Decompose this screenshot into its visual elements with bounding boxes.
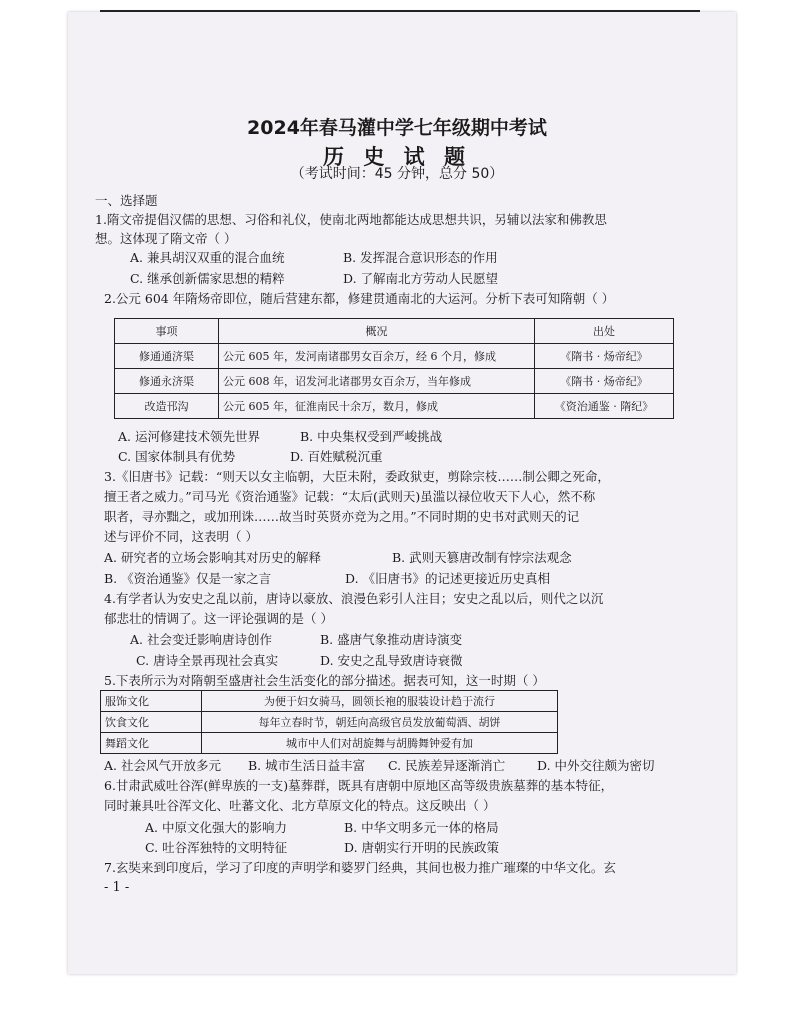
page-number: - 1 -	[104, 880, 130, 895]
table-cell: 《隋书 · 炀帝纪》	[535, 369, 674, 394]
table-cell: 服饰文化	[101, 691, 202, 712]
table-header-cell: 出处	[535, 319, 674, 344]
q6-option-a: A. 中原文化强大的影响力	[145, 820, 287, 835]
q1-option-b: B. 发挥混合意识形态的作用	[343, 250, 498, 265]
table-cell: 饮食文化	[101, 712, 202, 733]
q1-option-d: D. 了解南北方劳动人民愿望	[343, 271, 499, 286]
q1-option-a: A. 兼具胡汉双重的混合血统	[130, 250, 285, 265]
q6-option-d: D. 唐朝实行开明的民族政策	[344, 840, 500, 855]
q4-option-b: B. 盛唐气象推动唐诗演变	[320, 632, 463, 647]
table-row	[115, 344, 674, 369]
q3-line4: 述与评价不同，这表明（ ）	[104, 529, 258, 544]
q6-option-c: C. 吐谷浑独特的文明特征	[145, 840, 288, 855]
q2-option-d: D. 百姓赋税沉重	[290, 449, 383, 464]
table-row	[101, 733, 558, 754]
exam-title: 2024年春马灌中学七年级期中考试	[247, 117, 547, 139]
q3-option-c: B. 《资治通鉴》仅是一家之言	[104, 571, 272, 586]
q5-option-a: A. 社会风气开放多元	[104, 758, 221, 773]
table-cell: 公元 608 年，诏发河北诸郡男女百余万，当年修成	[219, 369, 535, 394]
q4-line2: 郁悲壮的情调了。这一评论强调的是（ ）	[104, 611, 333, 626]
q6-option-b: B. 中华文明多元一体的格局	[344, 820, 499, 835]
q2-stem: 2.公元 604 年隋炀帝即位，随后营建东都，修建贯通南北的大运河。分析下表可知隋朝（ ）	[104, 291, 615, 306]
top-border-line	[100, 10, 700, 12]
q2-table	[114, 318, 674, 419]
q3-line2: 擅王者之威力。”司马光《资治通鉴》记载：“太后(武则天)虽滥以禄位收天下人心，然不称	[104, 489, 596, 504]
table-header-cell: 事项	[115, 319, 219, 344]
q4-option-a: A. 社会变迁影响唐诗创作	[130, 632, 272, 647]
table-row	[101, 712, 558, 733]
table-cell: 修通通济渠	[115, 344, 219, 369]
q3-option-b: B. 武则天篡唐改制有悖宗法观念	[392, 550, 572, 565]
table-cell: 城市中人们对胡旋舞与胡腾舞钟爱有加	[202, 733, 558, 754]
q7-line1: 7.玄奘来到印度后，学习了印度的声明学和婆罗门经典，其间也极力推广璀璨的中华文化。玄	[104, 860, 616, 875]
q1-stem-line1: 1.隋文帝提倡汉儒的思想、习俗和礼仪，使南北两地都能达成思想共识，另辅以法家和佛教思	[95, 212, 607, 227]
q3-option-a: A. 研究者的立场会影响其对历史的解释	[104, 550, 321, 565]
table-cell: 舞蹈文化	[101, 733, 202, 754]
q3-line1: 3.《旧唐书》记载：“则天以女主临朝，大臣未附，委政狱吏，剪除宗枝……制公卿之死命，	[104, 469, 610, 484]
q5-option-d: D. 中外交往颇为密切	[537, 758, 655, 773]
q1-stem-line2: 想。这体现了隋文帝（ ）	[95, 231, 237, 246]
q2-option-c: C. 国家体制具有优势	[118, 449, 236, 464]
table-cell: 每年立春时节，朝廷向高级官员发放葡萄酒、胡饼	[202, 712, 558, 733]
table-header-cell: 概况	[219, 319, 535, 344]
q3-option-d: D. 《旧唐书》的记述更接近历史真相	[345, 571, 551, 586]
table-row	[101, 691, 558, 712]
table-cell: 《资治通鉴 · 隋纪》	[535, 394, 674, 419]
table-cell: 公元 605 年，发河南诸郡男女百余万，经 6 个月，修成	[219, 344, 535, 369]
section-heading: 一、选择题	[95, 193, 158, 208]
q6-line1: 6.甘肃武威吐谷浑(鲜卑族的一支)墓葬群，既具有唐朝中原地区高等级贵族墓葬的基本特征，	[104, 778, 614, 793]
table-row	[115, 394, 674, 419]
q5-option-b: B. 城市生活日益丰富	[248, 758, 366, 773]
q5-option-c: C. 民族差异逐渐消亡	[388, 758, 506, 773]
q2-option-a: A. 运河修建技术领先世界	[118, 429, 260, 444]
exam-info: （考试时间：45 分钟，总分 50）	[290, 166, 504, 182]
table-header-row	[115, 319, 674, 344]
table-cell: 修通永济渠	[115, 369, 219, 394]
table-cell: 改造邗沟	[115, 394, 219, 419]
q5-table	[100, 690, 558, 754]
q4-line1: 4.有学者认为安史之乱以前，唐诗以豪放、浪漫色彩引人注目；安史之乱以后，则代之以沉	[104, 591, 604, 606]
q4-option-c: C. 唐诗全景再现社会真实	[136, 653, 279, 668]
q4-option-d: D. 安史之乱导致唐诗衰微	[320, 653, 463, 668]
q2-option-b: B. 中央集权受到严峻挑战	[300, 429, 443, 444]
q1-option-c: C. 继承创新儒家思想的精粹	[130, 271, 285, 286]
table-cell: 《隋书 · 炀帝纪》	[535, 344, 674, 369]
q6-line2: 同时兼具吐谷浑文化、吐蕃文化、北方草原文化的特点。这反映出（ ）	[104, 798, 496, 813]
q5-stem: 5.下表所示为对隋朝至盛唐社会生活变化的部分描述。据表可知，这一时期（ ）	[104, 673, 545, 688]
q3-line3: 职者，寻亦黜之，或加刑诛……故当时英贤亦竞为之用。”不同时期的史书对武则天的记	[104, 509, 580, 524]
table-cell: 公元 605 年，征淮南民十余万，数月，修成	[219, 394, 535, 419]
table-cell: 为便于妇女骑马，圆领长袍的服装设计趋于流行	[202, 691, 558, 712]
subject-title: 历 史 试 题	[323, 145, 471, 169]
table-row	[115, 369, 674, 394]
